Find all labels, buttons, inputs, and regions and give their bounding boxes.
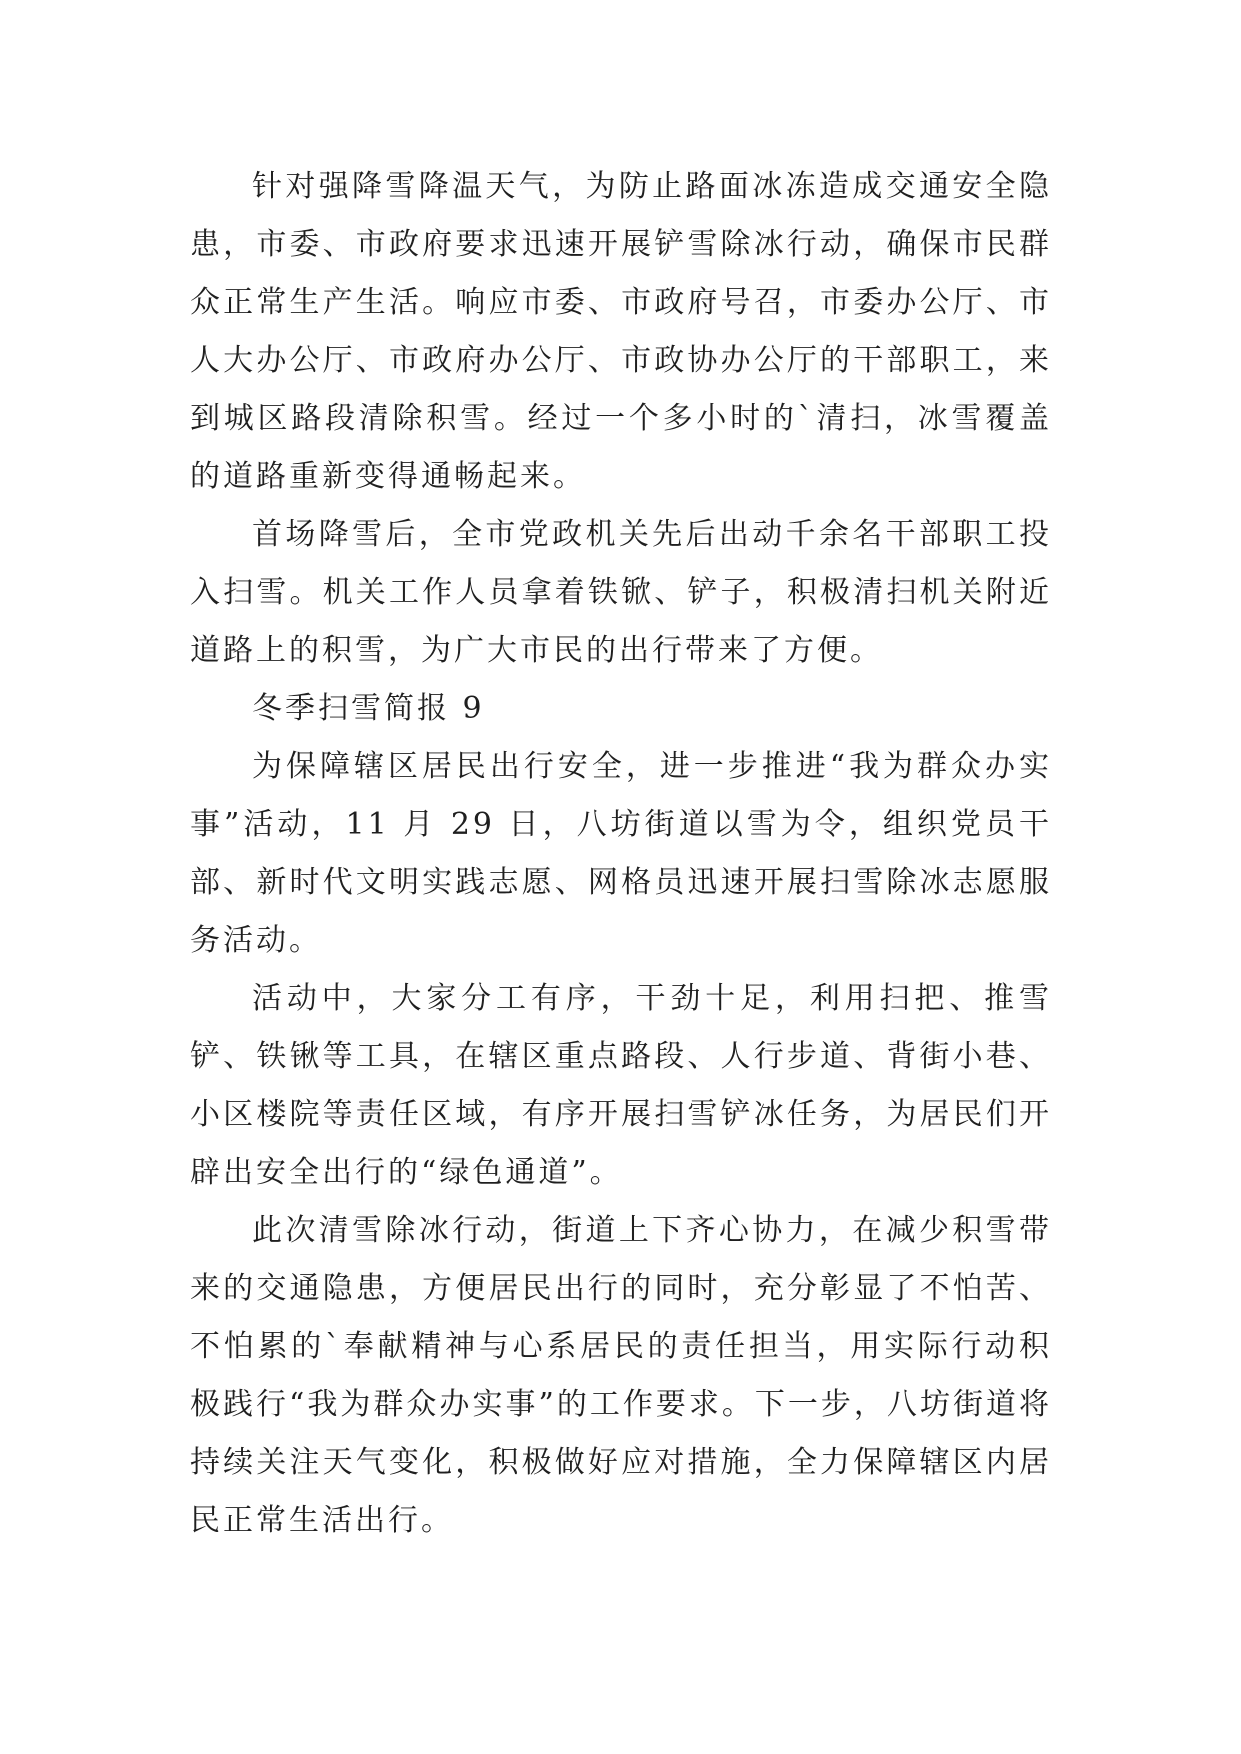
paragraph-1: 针对强降雪降温天气，为防止路面冰冻造成交通安全隐患，市委、市政府要求迅速开展铲雪除冰行动，确保市民群众正常生产生活。响应市委、市政府号召，市委办公厅、市人大办公厅、市政府办公厅、市政协办公厅的干部职工，来到城区路段清除积雪。经过一个多小时的`清扫，冰雪覆盖的道路重新变得通畅起来。 <box>190 169 1052 494</box>
paragraph-2: 首场降雪后，全市党政机关先后出动千余名干部职工投入扫雪。机关工作人员拿着铁锨、铲子，积极清扫机关附近道路上的积雪，为广大市民的出行带来了方便。 <box>190 517 1052 668</box>
section-paragraph-2: 活动中，大家分工有序，干劲十足，利用扫把、推雪铲、铁锹等工具，在辖区重点路段、人行步道、背街小巷、小区楼院等责任区域，有序开展扫雪铲冰任务，为居民们开辟出安全出行的“绿色通道”。 <box>190 981 1052 1190</box>
section-paragraph-3: 此次清雪除冰行动，街道上下齐心协力，在减少积雪带来的交通隐患，方便居民出行的同时，充分彰显了不怕苦、不怕累的`奉献精神与心系居民的责任担当，用实际行动积极践行“我为群众办实事”的工作要求。下一步，八坊街道将持续关注天气变化，积极做好应对措施，全力保障辖区内居民正常生活出行。 <box>190 1213 1052 1538</box>
document-body <box>190 158 1052 1550</box>
section-title: 冬季扫雪简报 9 <box>252 691 485 726</box>
section-paragraph-1: 为保障辖区居民出行安全，进一步推进“我为群众办实事”活动，11 月 29 日，八坊街道以雪为令，组织党员干部、新时代文明实践志愿、网格员迅速开展扫雪除冰志愿服务活动。 <box>190 749 1052 958</box>
